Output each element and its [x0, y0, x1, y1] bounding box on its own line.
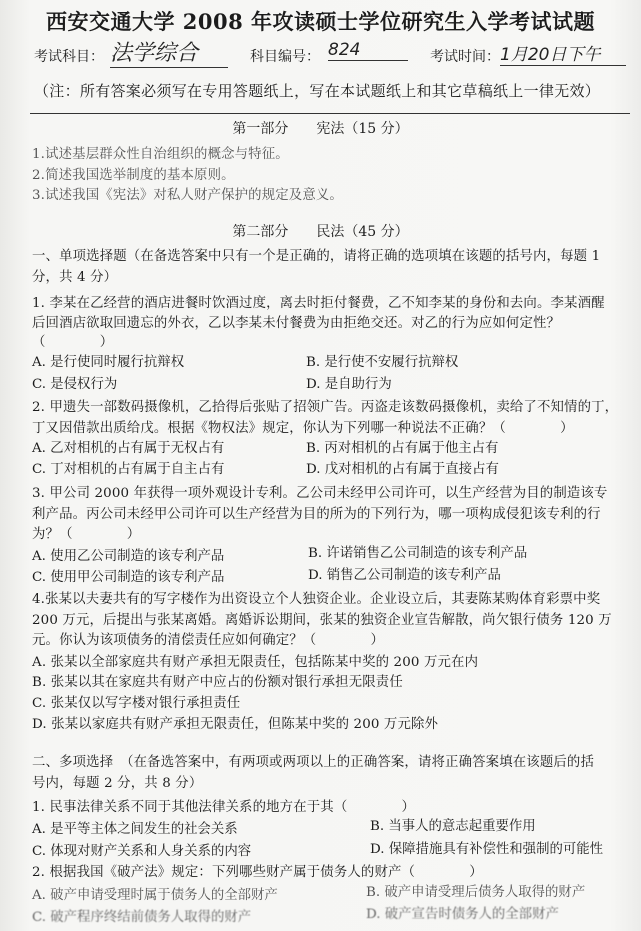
q3-option-a: A. 使用乙公司制造的该专利产品	[32, 549, 225, 564]
exam-title: 西安交通大学 2008 年攻读硕士学位研究生入学考试试题	[45, 9, 596, 34]
mq2-option-a: A. 破产申请受理时属于债务人的全部财产	[32, 888, 278, 903]
mq2-option-c: C. 破产程序终结前债务人取得的财产	[32, 910, 252, 925]
mq1-option-b: B. 当事人的意志起重要作用	[370, 819, 536, 834]
q3-text-cont: 利产品。丙公司未经甲公司许可以生产经营为目的所为的下列行为，哪一项构成侵犯该专利的行	[32, 507, 601, 522]
time-value: 1月20日下午	[500, 45, 601, 65]
mq1-text: 1. 民事法律关系不同于其他法律关系的地方在于其（ ）	[32, 800, 416, 815]
mq2-text: 2. 根据我国《破产法》规定：下列哪些财产属于债务人的财产（ ）	[32, 865, 483, 880]
q1-option-d: D. 是自助行为	[306, 377, 392, 392]
time-label: 考试时间：	[430, 49, 500, 65]
q3-text: 3. 甲公司 2000 年获得一项外观设计专利。乙公司未经甲公司许可，以生产经营为目的制造该专	[32, 486, 608, 501]
part2-title: 第二部分 民法（45 分）	[232, 224, 409, 240]
divider	[30, 113, 630, 114]
q1-text: 1. 李某在乙经营的酒店进餐时饮酒过度，离去时拒付餐费，乙不知李某的身份和去向。李某酒醒	[32, 296, 605, 311]
q4-option-d: D. 张某以家庭共有财产承担无限责任，但陈某中奖的 200 万元除外	[32, 717, 439, 732]
q1-text-cont: 后回酒店欲取回遗忘的外衣，乙以李某未付餐费为由拒绝交还。对乙的行为应如何定性？	[32, 316, 561, 331]
single-choice-heading-cont: 分，共 4 分）	[32, 270, 118, 285]
mq1-option-a: A. 是平等主体之间发生的社会关系	[32, 822, 238, 837]
subject-label: 考试科目：	[34, 49, 104, 65]
q3-option-d: D. 销售乙公司制造的该专利产品	[308, 568, 501, 583]
code-field	[328, 40, 408, 61]
subject-field	[110, 36, 228, 68]
q2-option-b: B. 丙对相机的占有属于他主占有	[306, 441, 499, 456]
part1-item-1: 1.试述基层群众性自治组织的概念与特征。	[32, 147, 289, 162]
part1-item-2: 2.简述我国选举制度的基本原则。	[32, 168, 235, 183]
q4-text: 4.张某以夫妻共有的写字楼作为出资设立个人独资企业。企业设立后，其妻陈某购体育彩票中奖	[32, 592, 601, 607]
q4-text-cont: 200 万元，后提出与张某离婚。离婚诉讼期间，张某的独资企业宣告解散，尚欠银行债务 120 万	[32, 613, 612, 628]
mq1-option-c: C. 体现对财产关系和人身关系的内容	[32, 844, 252, 859]
multi-choice-heading: 二、多项选择 （在备选答案中，有两项或两项以上的正确答案，请将正确答案填在该题后的括	[32, 755, 595, 770]
part1-title: 第一部分 宪法（15 分）	[232, 121, 409, 137]
q3-answer-blank: 为？（ ）	[32, 527, 141, 542]
q2-text-cont: 丁又因借款出质给戊。根据《物权法》规定，你认为下列哪一种说法不正确？（ ）	[32, 421, 574, 436]
multi-choice-heading-cont: 号内，每题 2 分，共 8 分）	[32, 776, 203, 791]
q4-option-c: C. 张某仅以写字楼对银行承担责任	[32, 696, 241, 711]
q2-option-d: D. 戊对相机的占有属于直接占有	[306, 462, 499, 477]
exam-note: （注：所有答案必须写在专用答题纸上，写在本试题纸上和其它草稿纸上一律无效）	[34, 82, 601, 100]
q1-option-b: B. 是行使不安履行抗辩权	[306, 355, 459, 370]
q3-option-c: C. 使用甲公司制造的该专利产品	[32, 570, 225, 585]
mq1-option-d: D. 保障措施具有补偿性和强制的可能性	[370, 842, 604, 857]
mq2-option-b: B. 破产申请受理后债务人取得的财产	[366, 885, 586, 900]
part1-item-3: 3.试述我国《宪法》对私人财产保护的规定及意义。	[32, 188, 343, 203]
q1-answer-blank: （ ）	[32, 335, 114, 350]
q1-option-c: C. 是侵权行为	[32, 377, 118, 392]
q2-option-c: C. 丁对相机的占有属于自主占有	[32, 462, 225, 477]
mq2-option-d: D. 破产宣告时债务人的全部财产	[366, 907, 559, 922]
q4-option-b: B. 张某以其在家庭共有财产中应占的份额对银行承担无限责任	[32, 675, 403, 690]
q4-option-a: A. 张某以全部家庭共有财产承担无限责任，包括陈某中奖的 200 万元在内	[32, 655, 479, 670]
q2-text: 2. 甲遗失一部数码摄像机，乙拾得后张贴了招领广告。丙盗走该数码摄像机，卖给了不知情的丁，	[32, 400, 619, 415]
q3-option-b: B. 许诺销售乙公司制造的该专利产品	[308, 546, 528, 561]
code-label: 科目编号：	[250, 49, 320, 65]
single-choice-heading: 一、单项选择题（在备选答案中只有一个是正确的，请将正确的选项填在该题的括号内，每题 1	[32, 249, 601, 264]
code-value: 824	[328, 40, 361, 60]
subject-value: 法学综合	[110, 41, 199, 66]
q1-option-a: A. 是行使同时履行抗辩权	[32, 355, 185, 370]
q4-text-cont-2: 元。你认为该项债务的清偿责任应如何确定？（ ）	[32, 633, 385, 648]
time-field	[500, 40, 626, 66]
q2-option-a: A. 乙对相机的占有属于无权占有	[32, 441, 225, 456]
